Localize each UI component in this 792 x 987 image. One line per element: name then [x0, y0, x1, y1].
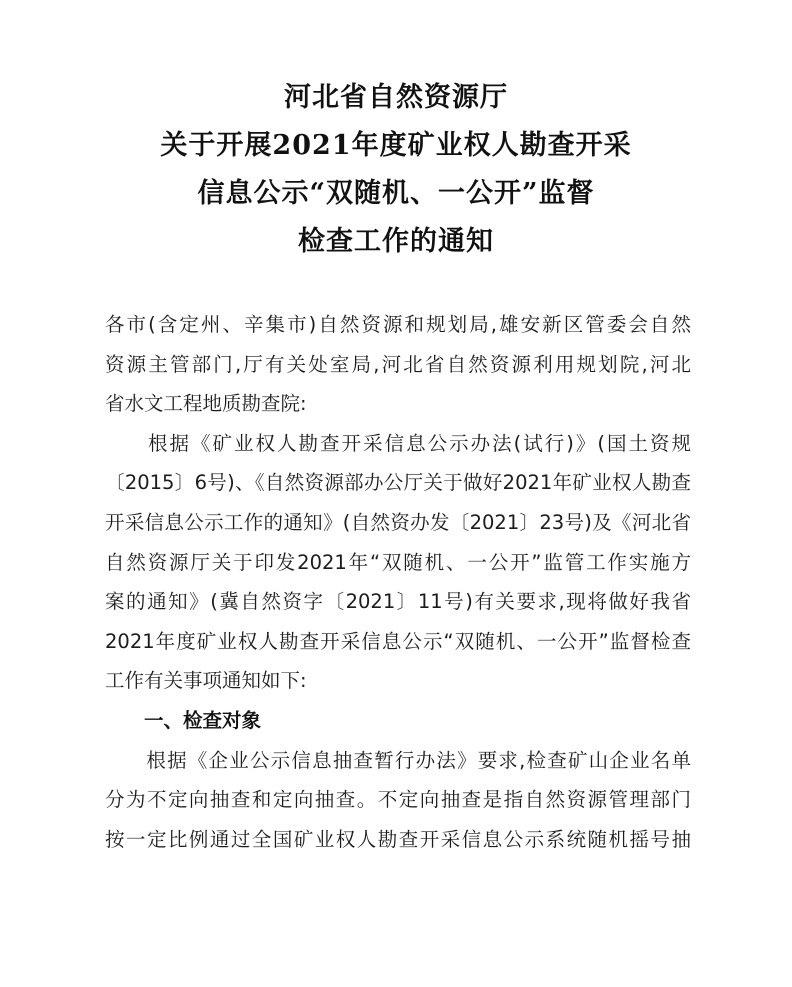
- paragraph-line: 按一定比例通过全国矿业权人勘查开采信息公示系统随机摇号抽: [105, 827, 691, 851]
- title-line-4: 检查工作的通知: [298, 226, 494, 257]
- paragraph-line: 分为不定向抽查和定向抽查。不定向抽查是指自然资源管理部门: [105, 788, 691, 812]
- paragraph-line: 开采信息公示工作的通知》(自然资办发〔2021〕23号)及《河北省: [105, 510, 691, 534]
- document-title: [0, 74, 792, 266]
- addressee-line: 省水文工程地质勘查院:: [105, 392, 307, 416]
- title-line-2: 关于开展2021年度矿业权人勘查开采: [160, 130, 632, 161]
- paragraph-line: 2021年度矿业权人勘查开采信息公示“双随机、一公开”监督检查: [105, 629, 691, 653]
- paragraph-line: 〔2015〕6号)、《自然资源部办公厅关于做好2021年矿业权人勘查: [105, 471, 691, 495]
- document-body: [105, 305, 691, 859]
- paragraph-line: 自然资源厅关于印发2021年“双随机、一公开”监管工作实施方: [105, 550, 691, 574]
- addressee-line: 各市(含定州、辛集市)自然资源和规划局,雄安新区管委会自然: [105, 313, 691, 336]
- title-line-3: 信息公示“双随机、一公开”监督: [197, 178, 595, 209]
- paragraph-line: 根据《企业公示信息抽查暂行办法》要求,检查矿山企业名单: [105, 748, 691, 772]
- title-line-1: 河北省自然资源厅: [284, 82, 508, 113]
- addressee-line: 资源主管部门,厅有关处室局,河北省自然资源利用规划院,河北: [105, 352, 691, 376]
- section-heading: 一、检查对象: [105, 708, 262, 732]
- paragraph-line: 工作有关事项通知如下:: [105, 669, 307, 693]
- paragraph-line: 案的通知》(冀自然资字〔2021〕11号)有关要求,现将做好我省: [105, 590, 691, 614]
- paragraph-line: 根据《矿业权人勘查开采信息公示办法(试行)》(国土资规: [105, 431, 691, 455]
